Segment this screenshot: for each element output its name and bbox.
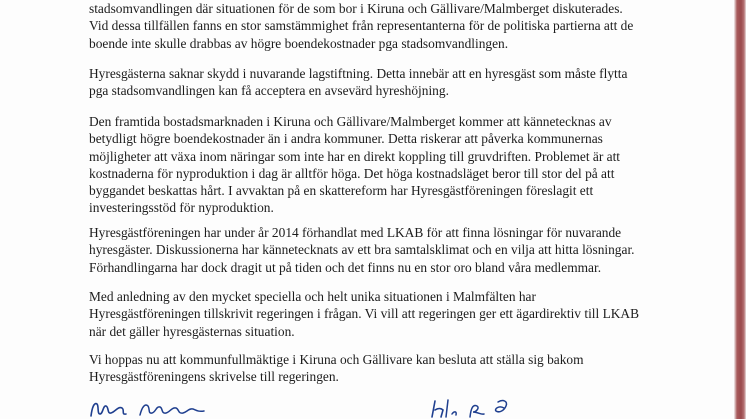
paragraph-legislation [89, 65, 627, 100]
signature-right [426, 396, 526, 419]
text-line: kostnaderna för nyproduktion i dag är alltför höga. Det höga kostnadsläget beror till stor del på att [89, 165, 615, 181]
text-line: pga stadsomvandlingen kan få acceptera en avsevärd hyreshöjning. [89, 83, 449, 99]
text-line: investeringsstöd för nyproduktion. [89, 200, 274, 216]
paragraph-meetings [89, 0, 633, 52]
scan-edge-band [734, 0, 746, 419]
text-line: när det gäller hyresgästernas situation. [89, 323, 295, 339]
text-line: Den framtida bostadsmarknaden i Kiruna och Gällivare/Malmberget kommer att kännetecknas av [89, 114, 612, 129]
text-line: stadsomvandlingen där situationen för de som bor i Kiruna och Gällivare/Malmberget diskuterades. [89, 1, 623, 16]
text-line: Hyresgästföreningen har under år 2014 förhandlat med LKAB för att finna lösningar för nuvarande [89, 225, 622, 240]
text-line: Förhandlingarna har dock dragit ut på tiden och det finns nu en stor oro bland våra medlemmar. [89, 259, 602, 275]
signature-right-ink [426, 396, 526, 419]
text-line: betydligt högre boendekostnader än i andra kommuner. Detta riskerar att påverka kommunernas [89, 131, 603, 147]
text-line: byggandet beskattas hårt. I avvaktan på en skattereform har Hyresgästföreningen föreslagit ett [89, 183, 594, 199]
text-line: möjligheter att växa inom näringar som inte har en direkt koppling till gruvdriften. Problemet är att [89, 148, 621, 164]
text-line: hyresgäster. Diskussionerna har kännetecknats av ett bra samtalsklimat och en vilja att hitta lösningar. [89, 242, 635, 258]
paragraph-government [89, 288, 639, 340]
paragraph-negotiations [89, 224, 635, 276]
text-line: Hyresgästföreningens skrivelse till regeringen. [89, 369, 339, 385]
text-line: Hyresgästerna saknar skydd i nuvarande lagstiftning. Detta innebär att en hyresgäst som måste flytta [89, 66, 628, 81]
text-line: Med anledning av den mycket speciella och helt unika situationen i Malmfälten har [89, 289, 536, 304]
text-line: Vi hoppas nu att kommunfullmäktige i Kiruna och Gällivare kan besluta att ställa sig bakom [89, 352, 584, 367]
text-line: Vid dessa tillfällen fanns en stor samstämmighet från representanterna för de politiska partierna att de [89, 18, 634, 34]
paragraph-closing [89, 351, 584, 386]
signature-left-ink [88, 396, 218, 419]
text-line: Hyresgästföreningen tillskrivit regeringen i frågan. Vi vill att regeringen ger ett ägardirektiv till LKAB [89, 306, 640, 322]
text-line: boende inte skulle drabbas av högre boendekostnader pga stadsomvandlingen. [89, 35, 509, 51]
signature-left [88, 396, 218, 419]
paragraph-housing-market [89, 113, 620, 217]
